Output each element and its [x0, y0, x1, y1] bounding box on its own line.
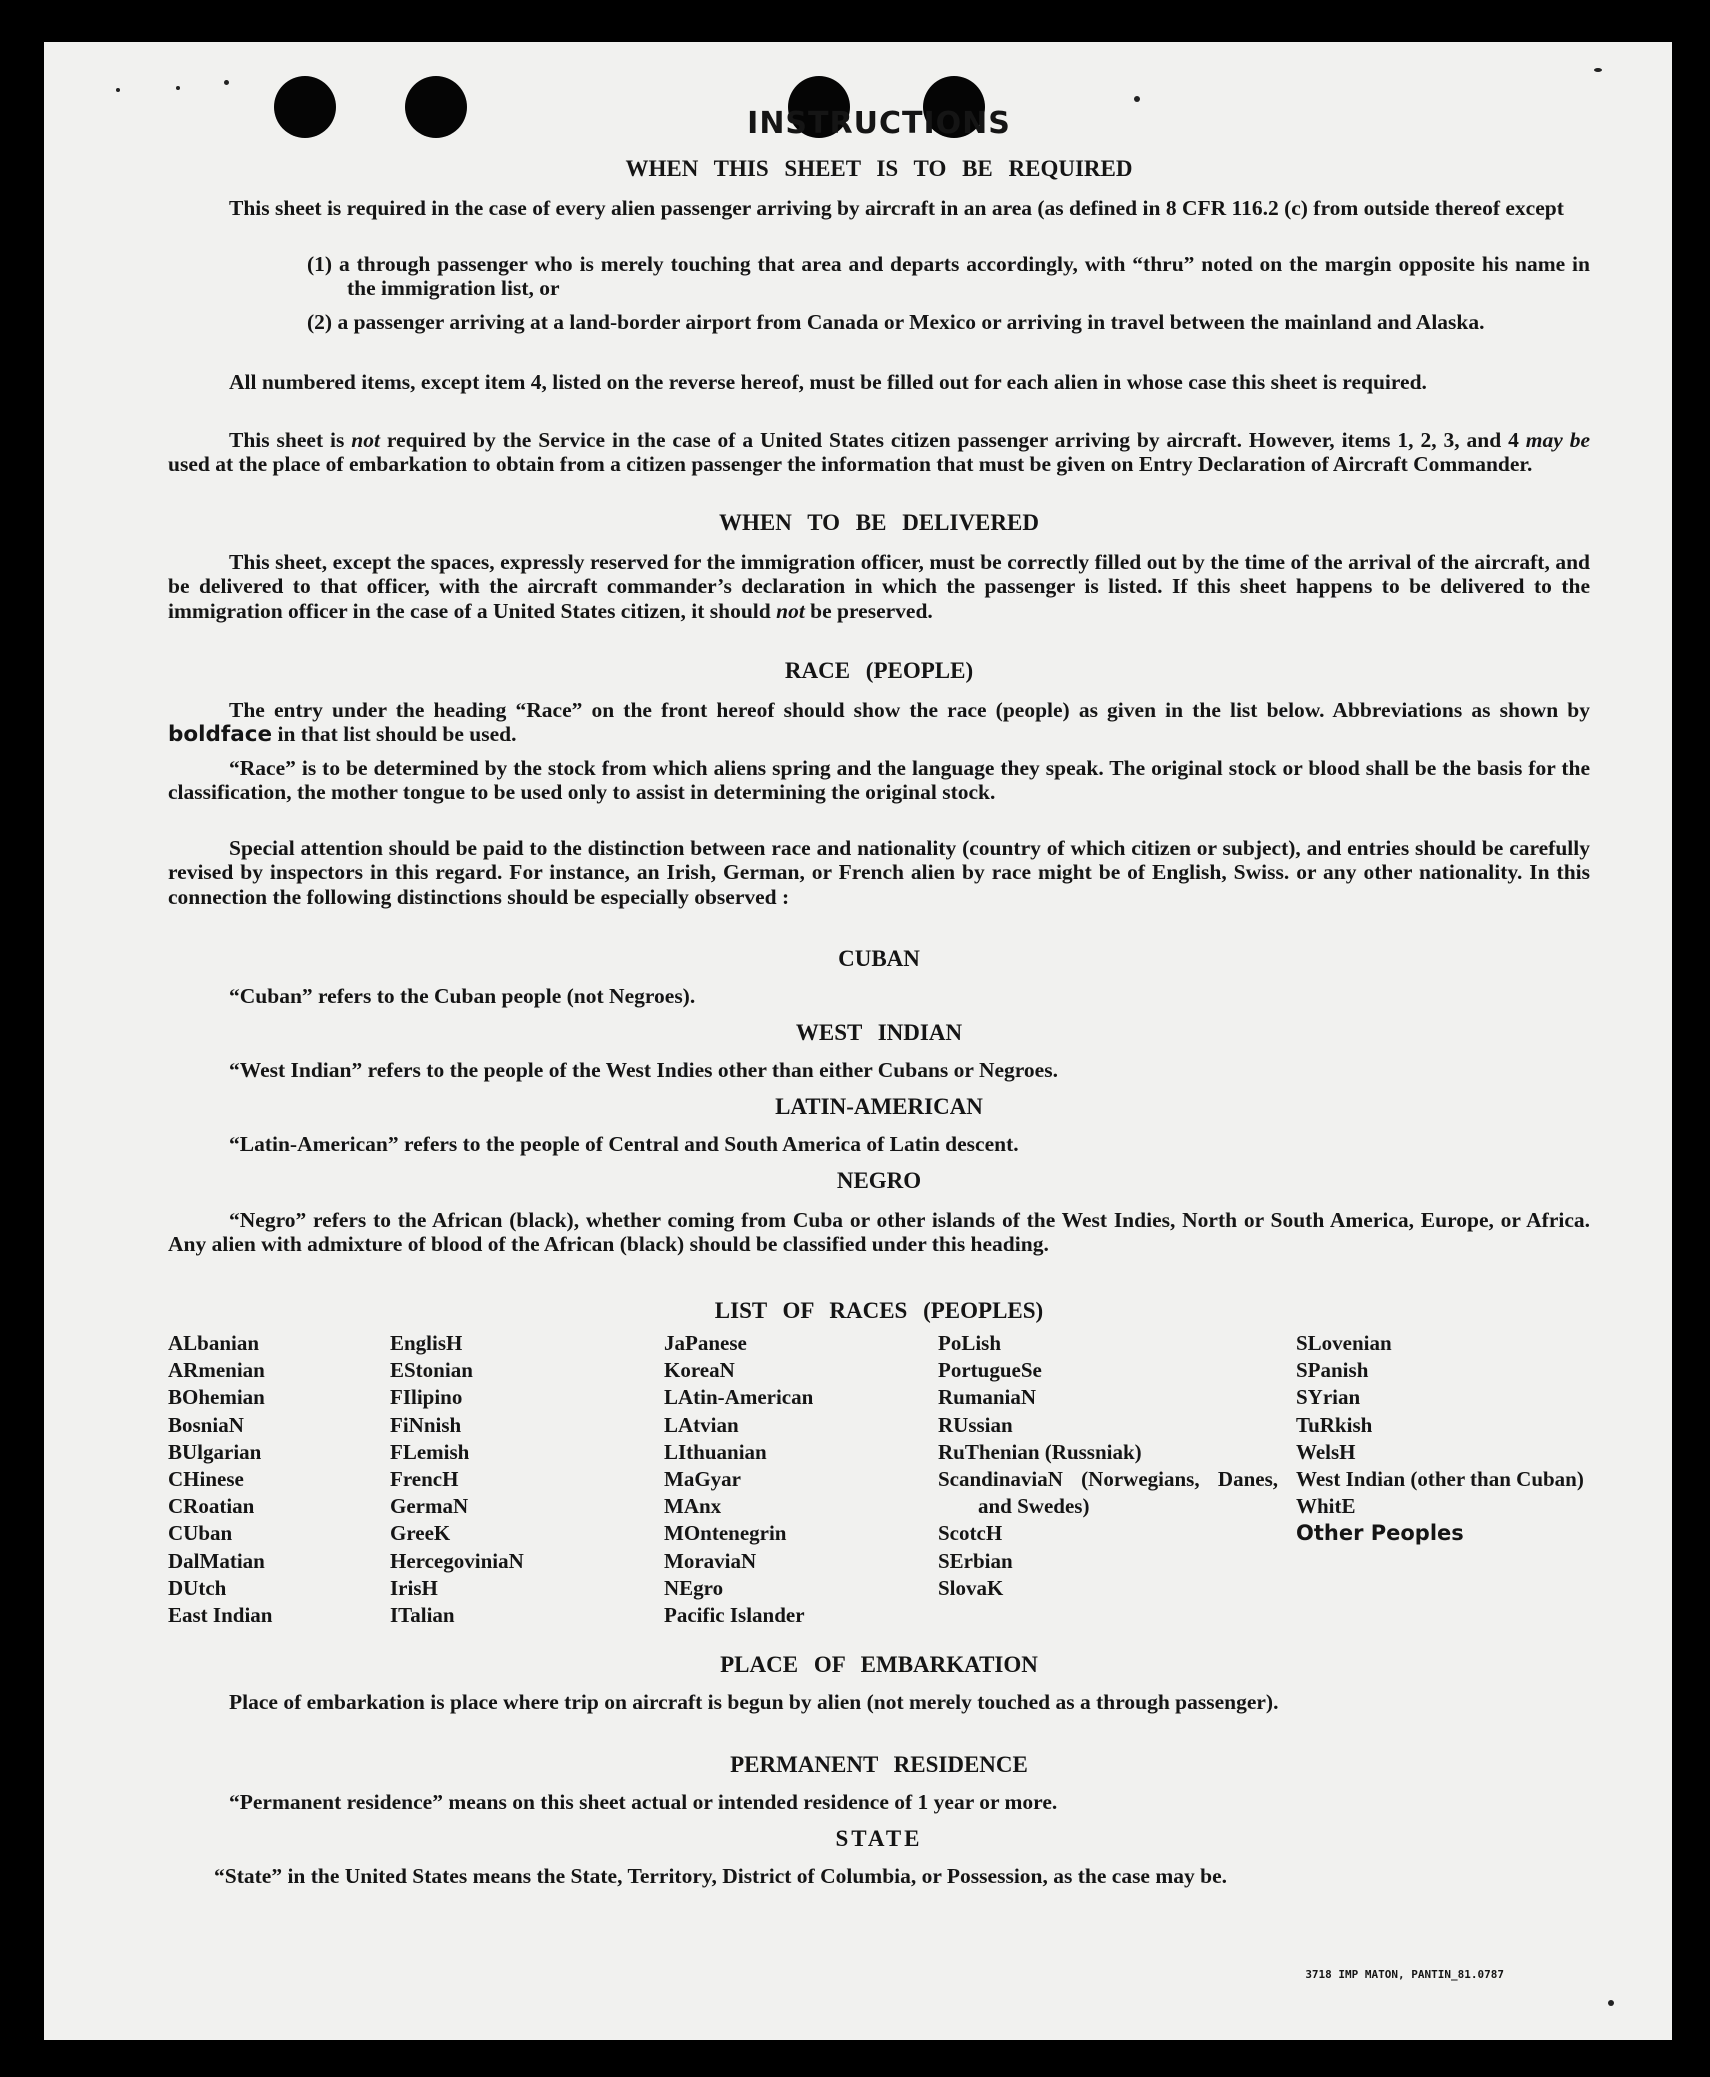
- race-item: EnglisH: [390, 1331, 463, 1355]
- race-item: CUban: [168, 1521, 233, 1546]
- race-item: RuThenian (Russniak): [938, 1439, 1142, 1464]
- race-item: BUlgarian: [168, 1439, 262, 1464]
- race-item: SLovenian: [1296, 1331, 1392, 1355]
- race-item: HercegoviniaN: [390, 1548, 524, 1573]
- page-title: INSTRUCTIONS: [747, 106, 1011, 141]
- race-item: Other Peoples: [1296, 1521, 1464, 1546]
- heading-permanent-residence: PERMANENT RESIDENCE: [730, 1752, 1028, 1777]
- paragraph-race-stock: “Race” is to be determined by the stock from which aliens spring and the language they speak. The original stock or blood shall be the basis for the classification, the mother tongue to be used only to assist in determining the original stock.: [168, 756, 1590, 805]
- text-negro: “Negro” refers to the African (black), whether coming from Cuba or other islands of the West Indies, North or South America, Europe, or Africa. Any alien with admixture of blood of the African (black) should be classified under this heading.: [168, 1208, 1590, 1257]
- speck: [1594, 68, 1602, 72]
- race-item: GermaN: [390, 1494, 469, 1519]
- race-column-1: [168, 1330, 368, 1629]
- race-item: FrencH: [390, 1467, 459, 1492]
- race-item: ARmenian: [168, 1358, 265, 1383]
- text-west-indian: “West Indian” refers to the people of the West Indies other than either Cubans or Negroes.: [229, 1058, 1058, 1082]
- race-item: CRoatian: [168, 1494, 255, 1519]
- race-item: WhitE: [1296, 1494, 1356, 1519]
- heading-place-of-embarkation: PLACE OF EMBARKATION: [720, 1652, 1038, 1677]
- paragraph-required: This sheet is required in the case of every alien passenger arriving by aircraft in an area (as defined in 8 CFR 116.2 (c) from outside thereof except: [229, 196, 1564, 220]
- race-column-4: [938, 1330, 1278, 1602]
- race-item: East Indian: [168, 1603, 273, 1628]
- race-item: MoraviaN: [664, 1548, 757, 1573]
- race-item: MAnx: [664, 1494, 722, 1519]
- race-item: EStonian: [390, 1358, 473, 1383]
- race-item: KoreaN: [664, 1358, 735, 1383]
- race-item: TuRkish: [1296, 1412, 1373, 1437]
- race-item: LAtvian: [664, 1412, 739, 1437]
- heading-state: STATE: [835, 1826, 923, 1851]
- race-item: ALbanian: [168, 1331, 260, 1355]
- text-cuban: “Cuban” refers to the Cuban people (not Negroes).: [229, 984, 696, 1008]
- race-column-2: [390, 1330, 640, 1629]
- race-item: DUtch: [168, 1575, 227, 1600]
- race-item: SlovaK: [938, 1575, 1004, 1600]
- race-item: MaGyar: [664, 1467, 741, 1492]
- race-item: FIlipino: [390, 1385, 463, 1410]
- race-item: NEgro: [664, 1575, 724, 1600]
- heading-latin-american: LATIN-AMERICAN: [775, 1094, 983, 1119]
- speck: [224, 80, 229, 85]
- list-item-land-border: (2) a passenger arriving at a land-border airport from Canada or Mexico or arriving in travel between the mainland and Alaska.: [307, 310, 1485, 334]
- paragraph-delivered: This sheet, except the spaces, expressly reserved for the immigration officer, must be correctly filled out by the time of the arrival of the aircraft, and be delivered to that officer, with the aircraft commander’s declaration in which the passenger is listed. If this sheet happens to be delivered to the immigration officer in the case of a United States citizen, it should not be preserved.: [168, 550, 1590, 623]
- printer-imprint: 3718 IMP MATON, PANTIN_81.0787: [1305, 1968, 1504, 1981]
- heading-race: RACE (PEOPLE): [784, 658, 974, 683]
- race-item: West Indian (other than Cuban): [1296, 1467, 1584, 1492]
- text-state: “State” in the United States means the State, Territory, District of Columbia, or Possession, as the case may be.: [214, 1864, 1228, 1888]
- race-item: MOntenegrin: [664, 1521, 787, 1546]
- race-item: WelsH: [1296, 1439, 1356, 1464]
- race-item: DalMatian: [168, 1548, 265, 1573]
- list-item-through-passenger: (1) a through passenger who is merely touching that area and departs accordingly, with “thru” noted on the margin opposite his name in the immigration list, or: [307, 252, 1590, 301]
- race-item: SPanish: [1296, 1358, 1369, 1383]
- race-item: FLemish: [390, 1439, 470, 1464]
- race-item: JaPanese: [664, 1331, 747, 1355]
- heading-when-delivered: WHEN TO BE DELIVERED: [719, 510, 1039, 535]
- paragraph-race-nationality: Special attention should be paid to the distinction between race and nationality (country of which citizen or subject), and entries should be carefully revised by inspectors in this regard. For instance, an Irish, German, or French alien by race might be of English, Swiss. or any other nationality. In this connection the following distinctions should be especially observed :: [168, 836, 1590, 909]
- race-item: ScandinaviaN (Norwegians, Danes, and Swedes): [938, 1467, 1278, 1519]
- race-item: IrisH: [390, 1575, 438, 1600]
- heading-negro: NEGRO: [836, 1168, 922, 1193]
- heading-cuban: CUBAN: [838, 946, 920, 971]
- document-page: [44, 42, 1672, 2040]
- race-item: SErbian: [938, 1548, 1013, 1573]
- heading-west-indian: WEST INDIAN: [795, 1020, 963, 1045]
- text-embarkation: Place of embarkation is place where trip on aircraft is begun by alien (not merely touched as a through passenger).: [229, 1690, 1279, 1714]
- race-item: Pacific Islander: [664, 1603, 805, 1628]
- paragraph-numbered-items: All numbered items, except item 4, listed on the reverse hereof, must be filled out for each alien in whose case this sheet is required.: [229, 370, 1427, 394]
- race-item: SYrian: [1296, 1385, 1361, 1410]
- race-item: RUssian: [938, 1412, 1013, 1437]
- heading-when-required: WHEN THIS SHEET IS TO BE REQUIRED: [625, 156, 1133, 181]
- race-item: PoLish: [938, 1331, 1002, 1355]
- race-item: ITalian: [390, 1603, 455, 1628]
- paragraph-citizen: This sheet is not required by the Service in the case of a United States citizen passenger arriving by aircraft. However, items 1, 2, 3, and 4 may be used at the place of embarkation to obtain from a citizen passenger the information that must be given on Entry Declaration of Aircraft Commander.: [168, 428, 1591, 477]
- race-item: RumaniaN: [938, 1385, 1037, 1410]
- race-item: ScotcH: [938, 1521, 1003, 1546]
- race-item: PortugueSe: [938, 1358, 1042, 1383]
- text-latin-american: “Latin-American” refers to the people of Central and South America of Latin descent.: [229, 1132, 1019, 1156]
- text-permanent-residence: “Permanent residence” means on this sheet actual or intended residence of 1 year or more.: [229, 1790, 1058, 1814]
- race-item: LAtin-American: [664, 1385, 814, 1410]
- race-item: BosniaN: [168, 1412, 244, 1437]
- race-column-5: [1296, 1330, 1596, 1548]
- race-item: FiNnish: [390, 1412, 462, 1437]
- paragraph-race-entry: The entry under the heading “Race” on the front hereof should show the race (people) as given in the list below. Abbreviations as shown by boldface in that list should be used.: [168, 698, 1590, 748]
- speck: [1134, 96, 1140, 102]
- speck: [116, 88, 120, 92]
- speck: [176, 86, 180, 90]
- heading-list-of-races: LIST OF RACES (PEOPLES): [714, 1298, 1044, 1323]
- race-item: BOhemian: [168, 1385, 265, 1410]
- race-item: GreeK: [390, 1521, 451, 1546]
- race-item: CHinese: [168, 1467, 244, 1492]
- race-item: LIthuanian: [664, 1439, 767, 1464]
- race-column-3: [664, 1330, 904, 1629]
- speck: [1608, 2000, 1614, 2006]
